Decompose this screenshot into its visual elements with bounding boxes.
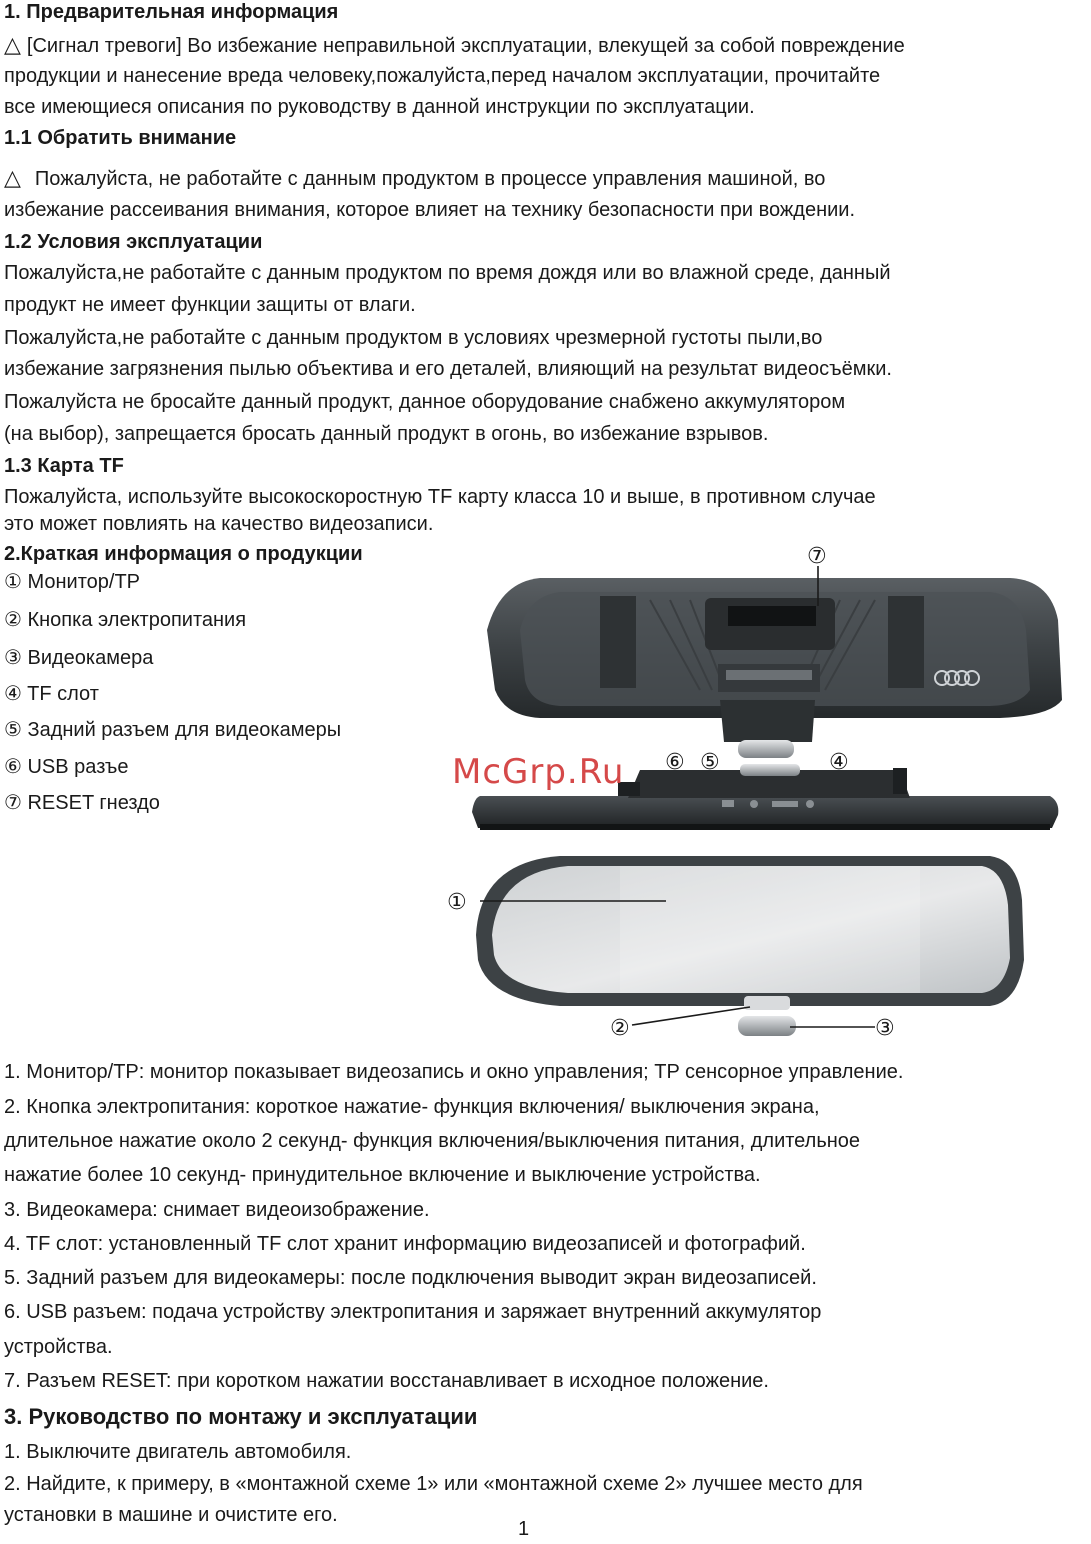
description-line: 1. Монитор/TP: монитор показывает видеозапись и окно управления; TP сенсорное управление. [4, 1061, 904, 1083]
tf-card-line-2: это может повлиять на качество видеозаписи. [4, 513, 434, 535]
install-step-line: установки в машине и очистите его. [4, 1504, 338, 1526]
description-line: 7. Разъем RESET: при коротком нажатии восстанавливает в исходное положение. [4, 1370, 769, 1392]
install-step-line: 1. Выключите двигатель автомобиля. [4, 1441, 352, 1463]
description-line: нажатие более 10 секунд- принудительное включение и выключение устройства. [4, 1164, 761, 1186]
section-1-1-title: 1.1 Обратить внимание [4, 127, 237, 149]
section-1-3-title: 1.3 Карта TF [4, 455, 124, 477]
description-line: устройства. [4, 1336, 113, 1358]
section-2-title: 2.Краткая информация о продукции [4, 543, 363, 565]
description-line: 6. USB разъем: подача устройству электропитания и заряжает внутренний аккумулятор [4, 1301, 822, 1323]
warning-paragraph-line-1: △ [Сигнал тревоги] Во избежание неправильной эксплуатации, влекущей за собой повреждение [4, 32, 905, 57]
mirror-front-view [476, 856, 1024, 1036]
figure-label-6: ⑥ [665, 749, 685, 774]
conditions-line-6: (на выбор), запрещается бросать данный продукт в огонь, во избежание взрывов. [4, 423, 769, 445]
page-number: 1 [518, 1518, 530, 1540]
product-part-item: ① Монитор/TP [4, 571, 141, 593]
product-part-item: ⑤ Задний разъем для видеокамеры [4, 719, 342, 741]
description-line: 5. Задний разъем для видеокамеры: после подключения выводит экран видеозаписей. [4, 1267, 817, 1289]
figure-label-3: ③ [875, 1015, 895, 1040]
conditions-line-3: Пожалуйста,не работайте с данным продуктом в условиях чрезмерной густоты пыли,во [4, 327, 823, 349]
mirror-back-view [487, 578, 1062, 758]
attention-line-2: избежание рассеивания внимания, которое влияет на технику безопасности при вождении. [4, 199, 856, 221]
conditions-line-5: Пожалуйста не бросайте данный продукт, данное оборудование снабжено аккумулятором [4, 391, 846, 413]
figure-label-5: ⑤ [700, 749, 720, 774]
warning-triangle-icon: △ [4, 32, 21, 57]
figure-label-2: ② [610, 1015, 630, 1040]
product-part-item: ② Кнопка электропитания [4, 609, 247, 631]
warning-triangle-icon: △ [4, 165, 21, 190]
product-part-item: ④ TF слот [4, 683, 99, 705]
conditions-line-1: Пожалуйста,не работайте с данным продуктом по время дождя или во влажной среде, данный [4, 262, 891, 284]
warning-paragraph-line-2: продукции и нанесение вреда человеку,пожалуйста,перед началом эксплуатации, прочитайте [4, 65, 881, 87]
install-step-line: 2. Найдите, к примеру, в «монтажной схеме 1» или «монтажной схеме 2» лучшее место для [4, 1473, 863, 1495]
figure-label-1: ① [447, 889, 467, 914]
figure-label-7: ⑦ [807, 543, 827, 568]
figure-label-4: ④ [829, 749, 849, 774]
product-part-item: ③ Видеокамера [4, 647, 154, 669]
section-1-title: 1. Предварительная информация [4, 1, 339, 23]
description-line: длительное нажатие около 2 секунд- функция включения/выключения питания, длительное [4, 1130, 861, 1152]
product-part-item: ⑥ USB разъе [4, 756, 129, 778]
description-line: 2. Кнопка электропитания: короткое нажатие- функция включения/ выключения экрана, [4, 1096, 820, 1118]
watermark-logo: McGrp.Ru [452, 752, 625, 792]
conditions-line-2: продукт не имеет функции защиты от влаги. [4, 294, 416, 316]
warning-paragraph-line-3: все имеющиеся описания по руководству в данной инструкции по эксплуатации. [4, 96, 755, 118]
section-3-title: 3. Руководство по монтажу и эксплуатации [4, 1404, 478, 1429]
conditions-line-4: избежание загрязнения пылью объектива и его деталей, влияющий на результат видеосъёмки. [4, 358, 892, 380]
tf-card-line-1: Пожалуйста, используйте высокоскоростную TF карту класса 10 и выше, в противном случае [4, 486, 876, 508]
description-line: 3. Видеокамера: снимает видеоизображение. [4, 1199, 430, 1221]
product-part-item: ⑦ RESET гнездо [4, 792, 160, 814]
attention-line-1: △ Пожалуйста, не работайте с данным продуктом в процессе управления машиной, во [4, 165, 826, 190]
description-line: 4. TF слот: установленный TF слот хранит информацию видеозаписей и фотографий. [4, 1233, 806, 1255]
section-1-2-title: 1.2 Условия эксплуатации [4, 231, 263, 253]
